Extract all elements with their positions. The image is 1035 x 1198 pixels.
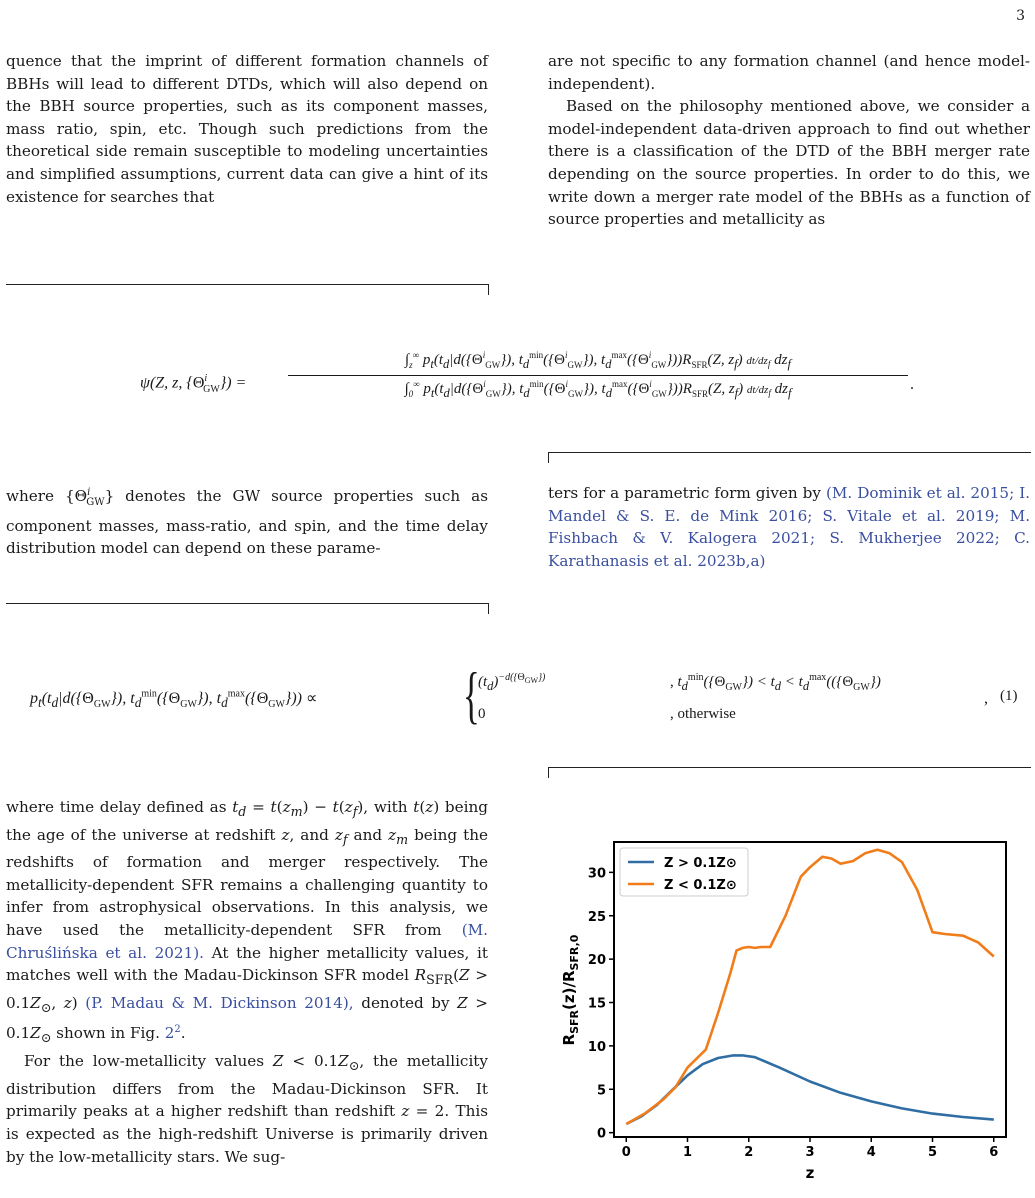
citation[interactable]: (M. Dominik et al. 2015;: [825, 484, 1015, 502]
equation-denominator: $\int_0^\infty$ $p_t(t_d|d(\{\Theta^i_{GW}\})$, $t_d^{min}(\{\Theta^i_{GW}\})$, $t_d^{max}(\{\Theta^i_{GW}\}))R_{SFR}(Z$, $z_f$) $dt/dz_f$ $dz_f$: [404, 379, 792, 400]
y-tick-label: 0: [596, 1126, 606, 1142]
x-tick-label: 1: [682, 1145, 693, 1160]
equation-1-lhs: $p_t(t_d|d(\{\Theta_{GW}\})$, $t_d^{min}(\{\Theta_{GW}\})$, $t_d^{max}(\{\Theta_{GW}\})$) ∝: [30, 688, 318, 711]
equation-brace: {: [462, 659, 480, 730]
right-column-top: [548, 50, 1030, 231]
y-tick-label: 10: [587, 1039, 606, 1055]
y-tick-label: 5: [596, 1083, 606, 1099]
case-2-value: 0: [478, 706, 486, 722]
sfr-redshift-chart: [556, 828, 1016, 1190]
left-column-top: [6, 50, 488, 208]
column-rule-right-1: [548, 452, 1031, 463]
equation-1: $p_t(t_d|d(\{\Theta_{GW}\})$, $t_d^{min}(\{\Theta_{GW}\})$, $t_d^{max}(\{\Theta_{GW}\})$) ∝ { $(t_d)^{-d(\{\Theta_{GW}\})}$ 0 , $t_d^{min}(\{\Theta_{GW}\}) < t_d < t_d^{max}((\{\Theta_{GW}\})$ , otherwise , (1): [30, 659, 1018, 730]
y-tick-label: 20: [587, 953, 606, 969]
citation[interactable]: S. Vitale et al. 2019;: [822, 506, 1000, 525]
figure-reference[interactable]: 2: [164, 1024, 175, 1043]
paragraph: Based on the philosophy mentioned above, we consider a model-independent data-driven approach to find out whether there is a classification of the DTD of the BBH merger rate depending on the source properties. In order to do this, we write down a merger rate model of the BBHs as a function of source properties and metallicity as: [548, 97, 1030, 229]
x-tick-label: 6: [989, 1145, 999, 1160]
legend-label: Z < 0.1Z⊙: [664, 878, 737, 893]
y-tick-label: 30: [587, 866, 606, 882]
left-column-mid: [6, 482, 488, 560]
citation[interactable]: (M. Chruślińska et al. 2021).: [6, 921, 488, 962]
column-rule-right-2: [548, 767, 1031, 778]
paragraph: quence that the imprint of different formation channels of BBHs will lead to different DTDs, which will also depend on the BBH source properties, such as its component masses, mass ratio, spin, etc. Though such predictions from the theoretical side remain susceptible to modeling uncertainties and simplified assumptions, current data can give a hint of its existence for searches that: [6, 52, 488, 206]
paragraph: where $\{\Theta^i_{GW}\}$ denotes the GW source properties such as component masses, mass-ratio, and spin, and the time delay distribution model can depend on these parame-: [6, 487, 488, 558]
paragraph: where time delay defined as $t_d = t(z_m) - t(z_f)$, with t(z) being the age of the universe at redshift z, and $z_f$ and $z_m$ being the redshifts of formation and merger respectively. The metallicity-dependent SFR remains a challenging quantity to infer from astrophysical observations. In this analysis, we have used the metallicity-dependent SFR from (M. Chruślińska et al. 2021). At the higher metallicity values, it matches well with the Madau-Dickinson SFR model $R_{SFR}(Z > 0.1Z_⊙$, z) (P. Madau & M. Dickinson 2014), denoted by $Z > 0.1Z_⊙$ shown in Fig. 2$^2$.: [6, 798, 489, 1046]
citation[interactable]: M. Fishbach & V. Kalogera 2021;: [548, 506, 1031, 548]
page-number: 3: [1016, 8, 1025, 24]
right-column-mid: [548, 482, 1030, 572]
equation-fraction: [288, 350, 908, 401]
y-tick-label: 25: [587, 909, 606, 925]
left-column-bottom: [6, 796, 488, 1168]
citation[interactable]: C. Karathanasis et al. 2023b,a): [548, 529, 1030, 570]
case-1-condition: , $t_d^{min}(\{\Theta_{GW}\}) < t_d < t_d^{max}((\{\Theta_{GW}\})$: [670, 672, 881, 693]
y-axis-label: $R_{SFR}(z)/R_{SFR,0}$: [560, 934, 581, 1046]
column-rule-left-2: [6, 603, 489, 614]
citation[interactable]: I. Mandel & S. E. de Mink 2016;: [548, 484, 1031, 525]
citation[interactable]: S. Mukherjee 2022;: [829, 529, 1000, 548]
paragraph: are not specific to any formation channel (and hence model-independent).: [548, 52, 1030, 93]
paragraph: For the low-metallicity values $Z < 0.1Z_⊙$, the metallicity distribution differs from the Madau-Dickinson SFR. It primarily peaks at a higher redshift than redshift z = 2. This is expected as the high-redshift Universe is primarily driven by the low-metallicity stars. We sug-: [6, 1052, 489, 1166]
legend: [620, 848, 748, 896]
x-tick-label: 2: [744, 1145, 754, 1160]
column-rule-left-1: [6, 284, 489, 295]
y-tick-label: 15: [587, 996, 606, 1012]
x-tick-label: 4: [866, 1145, 876, 1160]
equation-numerator: $\int_z^\infty$ $p_t(t_d|d(\{\Theta^i_{GW}\})$, $t_d^{min}(\{\Theta^i_{GW}\})$, $t_d^{max}(\{\Theta^i_{GW}\}))R_{SFR}(Z$, $z_f$) $dt/dz_f$ $dz_f$: [288, 350, 908, 376]
case-1-value: $(t_d)^{-d(\{\Theta_{GW}\})}$: [478, 672, 546, 693]
equation-psi: ψ(Z, z, $\{\Theta^i_{GW}\}$) = $\int_z^\infty$ $p_t(t_d|d(\{\Theta^i_{GW}\})$, $t_d^{min}(\{\Theta^i_{GW}\})$, $t_d^{max}(\{\Theta^i_{GW}\}))R_{SFR}(Z$, $z_f$) $dt/dz_f$ $dz_f$ $\int_0^\infty$ $p_t(t_d|d(\{\Theta^i_{GW}\})$, $t_d^{min}(\{\Theta^i_{GW}\})$, $t_d^{max}(\{\Theta^i_{GW}\}))R_{SFR}(Z$, $z_f$) $dt/dz_f$ $dz_f$ .: [140, 350, 914, 400]
equation-number: (1): [1000, 688, 1018, 704]
footnote-reference[interactable]: 2: [174, 1024, 181, 1036]
x-tick-label: 0: [621, 1145, 631, 1160]
legend-label: Z > 0.1Z⊙: [664, 856, 737, 871]
x-tick-label: 3: [805, 1145, 815, 1160]
x-tick-label: 5: [927, 1145, 938, 1160]
paragraph: ters for a parametric form given by (M. Dominik et al. 2015; I. Mandel & S. E. de Mink 2016; S. Vitale et al. 2019; M. Fishbach & V. Kalogera 2021; S. Mukherjee 2022; C. Karathanasis et al. 2023b,a): [548, 484, 1031, 570]
case-2-condition: , otherwise: [670, 706, 736, 722]
citation[interactable]: (P. Madau & M. Dickinson 2014),: [85, 993, 354, 1012]
x-axis-label: z: [805, 1164, 815, 1182]
